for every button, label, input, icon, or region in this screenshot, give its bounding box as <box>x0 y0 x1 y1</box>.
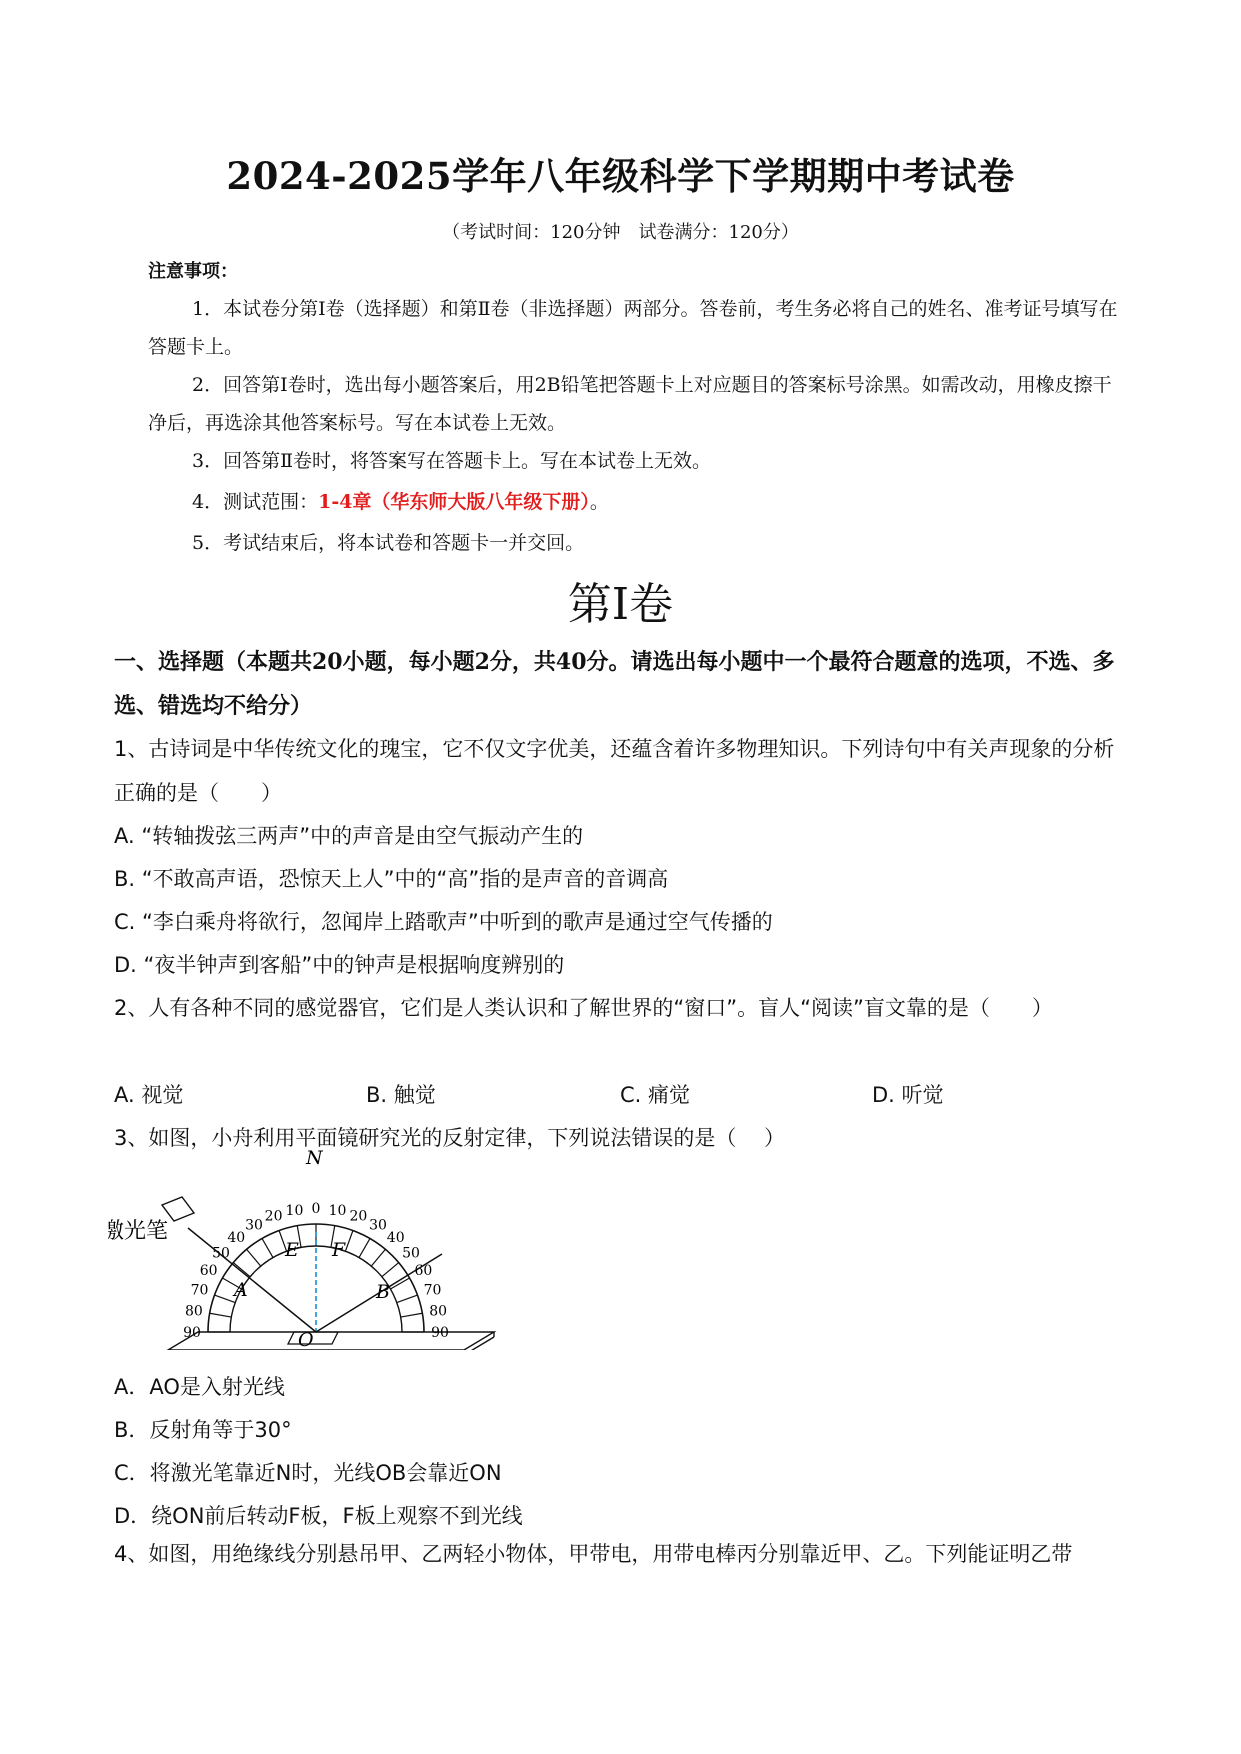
q1-option-d: D. “夜半钟声到客船”中的钟声是根据响度辨别的 <box>114 953 565 977</box>
reflection-diagram <box>108 1150 508 1350</box>
protractor-tick <box>382 1263 399 1277</box>
notice-item-4 <box>148 483 1128 521</box>
exam-title: 2024-2025学年八年级科学下学期期中考试卷 <box>226 154 1015 198</box>
exam-subtitle: （考试时间：120分钟 试卷满分：120分） <box>442 222 799 243</box>
protractor-tick <box>359 1238 370 1257</box>
protractor-tick <box>397 1295 418 1303</box>
protractor-tick-label: 60 <box>414 1263 433 1279</box>
protractor-tick-label: 70 <box>423 1282 442 1299</box>
protractor-tick-label: 40 <box>227 1230 246 1247</box>
protractor-tick-label: 20 <box>349 1208 368 1225</box>
q3-stem: 3、如图，小舟利用平面镜研究光的反射定律，下列说法错误的是（ ） <box>114 1126 786 1150</box>
q2-stem: 2、人有各种不同的感觉器官，它们是人类认识和了解世界的“窗口”。盲人“阅读”盲文靠的是（ ） <box>114 996 1053 1020</box>
notice-item-3: 3．回答第Ⅱ卷时，将答案写在答题卡上。写在本试卷上无效。 <box>192 450 712 472</box>
notice-item-5: 5．考试结束后，将本试卷和答题卡一并交回。 <box>192 532 585 554</box>
section-heading: 一、选择题（本题共20小题，每小题2分，共40分。请选出每小题中一个最符合题意的选项，不选、多选、错选均不给分） <box>114 649 1115 719</box>
q1-option-c: C. “李白乘舟将欲行，忽闻岸上踏歌声”中听到的歌声是通过空气传播的 <box>114 910 773 934</box>
notice-item-2: 2．回答第Ⅰ卷时，选出每小题答案后，用2B铅笔把答题卡上对应题目的答案标号涂黑。如需改动，用橡皮擦干净后，再选涂其他答案标号。写在本试卷上无效。 <box>148 374 1112 434</box>
protractor-tick <box>215 1295 236 1303</box>
protractor-tick <box>371 1249 385 1266</box>
label-b: B <box>376 1281 390 1303</box>
q2-option-a: A. 视觉 <box>114 1083 184 1107</box>
protractor-tick-label: 10 <box>328 1202 347 1219</box>
label-o: O <box>298 1329 314 1350</box>
label-n: N <box>306 1150 323 1169</box>
protractor-tick-label: 80 <box>184 1303 203 1320</box>
q3-option-a: A．AO是入射光线 <box>114 1375 285 1399</box>
notice-heading: 注意事项： <box>148 261 238 282</box>
test-scope: 1-4章（华东师大版八年级下册） <box>318 491 590 513</box>
q3-option-c: C．将激光笔靠近N时，光线OB会靠近ON <box>114 1461 502 1485</box>
protractor-tick <box>210 1313 232 1317</box>
protractor-tick-label: 20 <box>264 1208 283 1225</box>
protractor-tick <box>345 1231 353 1252</box>
q2-option-d: D. 听觉 <box>872 1083 944 1107</box>
q1-option-a: A. “转轴拨弦三两声”中的声音是由空气振动产生的 <box>114 824 584 848</box>
notice-item-4-prefix: 4．测试范围： <box>192 491 319 513</box>
reflection-diagram-svg <box>108 1150 508 1350</box>
notice-item-4-suffix: 。 <box>589 491 609 513</box>
protractor-tick-label: 30 <box>369 1217 387 1234</box>
protractor-tick-label: 50 <box>402 1245 420 1262</box>
protractor-tick-label: 90 <box>183 1325 201 1341</box>
q3-option-d: D．绕ON前后转动F板，F板上观察不到光线 <box>114 1504 523 1528</box>
laser-pen <box>162 1197 194 1221</box>
protractor-tick-label: 80 <box>429 1303 448 1320</box>
protractor-tick <box>401 1313 423 1317</box>
q4-stem: 4、如图，用绝缘线分别悬吊甲、乙两轻小物体，甲带电，用带电棒丙分别靠近甲、乙。下列能证明乙带 <box>114 1542 1073 1566</box>
q3-option-b: B．反射角等于30° <box>114 1418 292 1442</box>
label-f: F <box>332 1239 346 1261</box>
protractor-tick <box>247 1249 261 1266</box>
protractor-tick-label: 60 <box>199 1263 218 1279</box>
protractor-tick <box>262 1238 273 1257</box>
volume-title: 第Ⅰ卷 <box>567 579 674 630</box>
q2-option-b: B. 触觉 <box>366 1083 436 1107</box>
notice-item-1: 1．本试卷分第Ⅰ卷（选择题）和第Ⅱ卷（非选择题）两部分。答卷前，考生务必将自己的姓名、准考证号填写在答题卡上。 <box>148 298 1118 358</box>
label-e: E <box>285 1239 299 1261</box>
q1-option-b: B. “不敢高声语，恐惊天上人”中的“高”指的是声音的音调高 <box>114 867 669 891</box>
protractor-tick-label: 40 <box>386 1230 405 1247</box>
protractor-tick-label: 50 <box>212 1245 230 1262</box>
protractor-tick-label: 30 <box>245 1217 263 1234</box>
q1-stem: 1、古诗词是中华传统文化的瑰宝，它不仅文字优美，还蕴含着许多物理知识。下列诗句中有关声现象的分析正确的是（ ） <box>114 737 1115 805</box>
protractor-tick-label: 0 <box>311 1201 321 1217</box>
protractor-tick-label: 10 <box>285 1202 304 1219</box>
protractor-tick-label: 90 <box>431 1325 449 1341</box>
laser-label: 激光笔 <box>108 1219 169 1244</box>
label-a: A <box>234 1279 248 1301</box>
protractor-tick-label: 70 <box>190 1282 209 1299</box>
protractor-tick <box>233 1263 250 1277</box>
q2-option-c: C. 痛觉 <box>620 1083 691 1107</box>
